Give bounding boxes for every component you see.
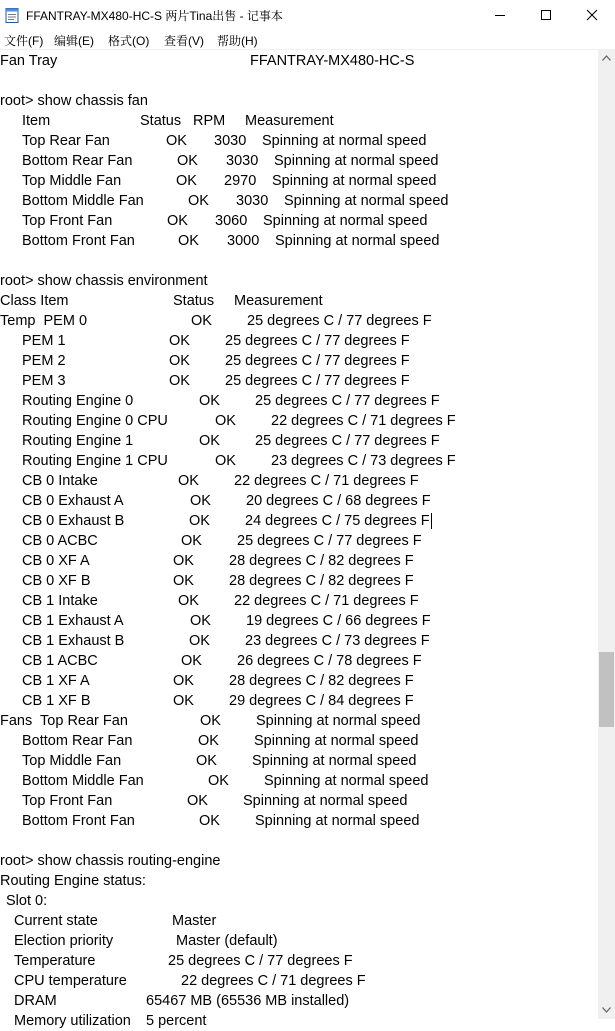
text-line	[0, 391, 598, 411]
text-segment: 25 degrees C / 77 degrees F	[225, 373, 410, 389]
text-segment: Status	[173, 293, 215, 309]
text-segment: OK	[177, 153, 198, 169]
text-line	[0, 491, 598, 511]
chevron-down-icon	[602, 1007, 611, 1013]
text-segment: OK	[198, 733, 219, 749]
text-segment: root> show chassis fan	[0, 93, 148, 109]
text-line	[0, 911, 598, 931]
text-line	[0, 971, 598, 991]
text-line	[0, 331, 598, 351]
text-segment: root> show chassis environment	[0, 273, 208, 289]
text-segment: CB 1 XF B	[22, 693, 91, 709]
text-segment: CB 0 Exhaust B	[22, 513, 125, 529]
text-line	[0, 571, 598, 591]
text-line	[0, 871, 598, 891]
text-segment: Spinning at normal speed	[274, 153, 439, 169]
text-segment: OK	[178, 233, 199, 249]
text-segment: 25 degrees C / 77 degrees F	[255, 393, 440, 409]
text-segment: OK	[173, 553, 194, 569]
text-segment: 22 degrees C / 71 degrees F	[234, 593, 419, 609]
text-segment: 25 degrees C / 77 degrees F	[225, 353, 410, 369]
text-line	[0, 771, 598, 791]
text-line	[0, 711, 598, 731]
text-line	[0, 1011, 598, 1031]
text-segment: OK	[199, 813, 220, 829]
scroll-thumb[interactable]	[599, 652, 614, 727]
menu-file[interactable]: 文件(F)	[4, 34, 44, 48]
text-segment: Bottom Rear Fan	[22, 153, 133, 169]
text-segment: Top Middle Fan	[22, 173, 122, 189]
text-segment: root> show chassis routing-engine	[0, 853, 221, 869]
scroll-up-button[interactable]	[598, 50, 615, 67]
text-line	[0, 791, 598, 811]
text-segment: CB 0 XF A	[22, 553, 90, 569]
text-segment: Spinning at normal speed	[275, 233, 440, 249]
text-line	[0, 951, 598, 971]
maximize-icon	[540, 9, 552, 21]
text-segment: OK	[169, 373, 190, 389]
text-line	[0, 811, 598, 831]
text-line	[0, 651, 598, 671]
text-segment: OK	[208, 773, 229, 789]
text-segment: 23 degrees C / 73 degrees F	[271, 453, 456, 469]
text-segment: OK	[188, 193, 209, 209]
text-segment: Measurement	[234, 293, 323, 309]
text-segment: OK	[169, 353, 190, 369]
text-segment: Current state	[14, 913, 98, 929]
text-segment: CB 1 ACBC	[22, 653, 98, 669]
text-segment: Bottom Front Fan	[22, 233, 135, 249]
text-line	[0, 131, 598, 151]
text-segment: 26 degrees C / 78 degrees F	[237, 653, 422, 669]
text-segment: 25 degrees C / 77 degrees F	[237, 533, 422, 549]
text-editor[interactable]	[0, 50, 598, 1029]
text-segment: CB 1 Intake	[22, 593, 98, 609]
text-segment: CB 0 XF B	[22, 573, 91, 589]
text-segment: Temp PEM 0	[0, 313, 88, 329]
close-icon	[586, 9, 598, 21]
text-line	[0, 671, 598, 691]
text-line	[0, 471, 598, 491]
text-line	[0, 451, 598, 471]
text-segment: 20 degrees C / 68 degrees F	[246, 493, 431, 509]
text-segment: OK	[196, 753, 217, 769]
text-segment: CB 0 ACBC	[22, 533, 98, 549]
text-segment: 22 degrees C / 71 degrees F	[234, 473, 419, 489]
text-segment: 3030	[226, 153, 259, 169]
text-segment: Item	[22, 113, 51, 129]
text-segment: 3030	[214, 133, 247, 149]
text-segment: OK	[189, 633, 210, 649]
menu-view[interactable]: 查看(V)	[164, 34, 204, 48]
text-segment: Spinning at normal speed	[284, 193, 449, 209]
text-segment: Temperature	[14, 953, 96, 969]
text-segment: Routing Engine status:	[0, 873, 146, 889]
text-segment: Spinning at normal speed	[272, 173, 437, 189]
text-line	[0, 931, 598, 951]
text-segment: Routing Engine 1 CPU	[22, 453, 168, 469]
text-segment: FFANTRAY-MX480-HC-S	[250, 53, 415, 69]
text-segment: OK	[199, 393, 220, 409]
text-segment: OK	[173, 573, 194, 589]
text-segment: OK	[200, 713, 221, 729]
text-segment: Spinning at normal speed	[255, 813, 420, 829]
text-segment: OK	[181, 533, 202, 549]
text-line	[0, 291, 598, 311]
text-segment: Bottom Middle Fan	[22, 773, 144, 789]
scroll-down-button[interactable]	[598, 1002, 615, 1019]
text-segment: Memory utilization	[14, 1013, 131, 1029]
text-segment: Spinning at normal speed	[243, 793, 408, 809]
notepad-icon	[5, 7, 19, 23]
text-segment: RPM	[193, 113, 226, 129]
text-segment: Spinning at normal speed	[264, 773, 429, 789]
text-segment: Routing Engine 1	[22, 433, 134, 449]
text-line	[0, 311, 598, 331]
text-line	[0, 171, 598, 191]
text-line	[0, 831, 598, 851]
text-segment: DRAM	[14, 993, 57, 1009]
text-line	[0, 691, 598, 711]
text-segment: 22 degrees C / 71 degrees F	[181, 973, 366, 989]
text-segment: OK	[181, 653, 202, 669]
text-line	[0, 511, 598, 531]
text-segment: 3000	[227, 233, 260, 249]
text-segment: Routing Engine 0 CPU	[22, 413, 168, 429]
text-line	[0, 731, 598, 751]
text-segment: Top Front Fan	[22, 793, 113, 809]
text-segment: CB 1 Exhaust A	[22, 613, 124, 629]
text-segment: PEM 3	[22, 373, 66, 389]
text-segment: Bottom Front Fan	[22, 813, 135, 829]
menu-help[interactable]: 帮助(H)	[217, 34, 258, 48]
text-segment: Bottom Rear Fan	[22, 733, 133, 749]
vertical-scrollbar[interactable]	[598, 50, 615, 1019]
text-line	[0, 251, 598, 271]
text-segment: OK	[167, 213, 188, 229]
text-line	[0, 231, 598, 251]
text-line	[0, 111, 598, 131]
text-line	[0, 271, 598, 291]
text-line	[0, 411, 598, 431]
text-line	[0, 611, 598, 631]
text-line	[0, 531, 598, 551]
text-segment: Top Front Fan	[22, 213, 113, 229]
text-segment: 28 degrees C / 82 degrees F	[229, 573, 414, 589]
text-segment: OK	[215, 413, 236, 429]
text-segment: OK	[215, 453, 236, 469]
text-segment: 25 degrees C / 77 degrees F	[168, 953, 353, 969]
text-segment: OK	[173, 693, 194, 709]
text-cursor	[431, 513, 432, 529]
text-segment: Fan Tray	[0, 53, 58, 69]
minimize-button[interactable]	[477, 0, 523, 30]
text-segment: OK	[178, 473, 199, 489]
text-segment: Spinning at normal speed	[252, 753, 417, 769]
text-segment: 22 degrees C / 71 degrees F	[271, 413, 456, 429]
chevron-up-icon	[602, 55, 611, 61]
text-segment: CB 1 Exhaust B	[22, 633, 125, 649]
text-segment: Routing Engine 0	[22, 393, 134, 409]
text-line	[0, 91, 598, 111]
text-segment: Election priority	[14, 933, 114, 949]
text-line	[0, 891, 598, 911]
text-segment: OK	[190, 613, 211, 629]
text-segment: CPU temperature	[14, 973, 127, 989]
text-segment: 28 degrees C / 82 degrees F	[229, 673, 414, 689]
text-segment: 3030	[236, 193, 269, 209]
text-segment: CB 0 Exhaust A	[22, 493, 124, 509]
text-segment: 3060	[215, 213, 248, 229]
text-segment: Spinning at normal speed	[254, 733, 419, 749]
text-segment: OK	[189, 513, 210, 529]
text-segment: OK	[191, 313, 212, 329]
text-segment: CB 1 XF A	[22, 673, 90, 689]
text-segment: Status	[140, 113, 182, 129]
text-segment: 25 degrees C / 77 degrees F	[255, 433, 440, 449]
text-line	[0, 191, 598, 211]
text-segment: OK	[173, 673, 194, 689]
menu-edit[interactable]: 编辑(E)	[54, 34, 94, 48]
text-line	[0, 351, 598, 371]
text-segment: 65467 MB (65536 MB installed)	[146, 993, 350, 1009]
text-segment: Spinning at normal speed	[263, 213, 428, 229]
text-segment: Bottom Middle Fan	[22, 193, 144, 209]
text-segment: 19 degrees C / 66 degrees F	[246, 613, 431, 629]
text-segment: Fans Top Rear Fan	[0, 713, 128, 729]
text-segment: CB 0 Intake	[22, 473, 98, 489]
text-segment: 29 degrees C / 84 degrees F	[229, 693, 414, 709]
text-segment: Slot 0:	[6, 893, 48, 909]
title-bar	[0, 0, 615, 30]
menu-format[interactable]: 格式(O)	[108, 34, 150, 48]
window-title: FFANTRAY-MX480-HC-S 两片Tina出售 - 记事本	[26, 9, 283, 23]
text-segment: Top Rear Fan	[22, 133, 110, 149]
text-line	[0, 851, 598, 871]
text-segment: 23 degrees C / 73 degrees F	[245, 633, 430, 649]
text-segment: OK	[176, 173, 197, 189]
text-line	[0, 51, 598, 71]
minimize-icon	[494, 9, 506, 21]
text-segment: OK	[178, 593, 199, 609]
text-segment: OK	[199, 433, 220, 449]
text-segment: PEM 2	[22, 353, 66, 369]
text-line	[0, 431, 598, 451]
close-button[interactable]	[569, 0, 615, 30]
maximize-button[interactable]	[523, 0, 569, 30]
text-segment: Measurement	[245, 113, 334, 129]
text-segment: OK	[169, 333, 190, 349]
text-segment: Master (default)	[176, 933, 278, 949]
text-segment: Master	[172, 913, 217, 929]
text-line	[0, 151, 598, 171]
text-segment: 28 degrees C / 82 degrees F	[229, 553, 414, 569]
text-line	[0, 631, 598, 651]
text-line	[0, 751, 598, 771]
text-segment: OK	[190, 493, 211, 509]
text-segment: Top Middle Fan	[22, 753, 122, 769]
text-segment: PEM 1	[22, 333, 66, 349]
text-segment: 5 percent	[146, 1013, 207, 1029]
menu-bar	[0, 30, 615, 50]
text-line	[0, 71, 598, 91]
text-segment: 25 degrees C / 77 degrees F	[247, 313, 432, 329]
text-line	[0, 371, 598, 391]
text-line	[0, 211, 598, 231]
text-segment: Spinning at normal speed	[262, 133, 427, 149]
text-segment: 25 degrees C / 77 degrees F	[225, 333, 410, 349]
text-segment: OK	[187, 793, 208, 809]
text-line	[0, 551, 598, 571]
text-line	[0, 591, 598, 611]
text-line	[0, 991, 598, 1011]
text-segment: Spinning at normal speed	[256, 713, 421, 729]
text-segment: Class Item	[0, 293, 69, 309]
text-segment: 24 degrees C / 75 degrees F	[245, 513, 430, 529]
text-segment: 2970	[224, 173, 257, 189]
text-segment: OK	[166, 133, 187, 149]
